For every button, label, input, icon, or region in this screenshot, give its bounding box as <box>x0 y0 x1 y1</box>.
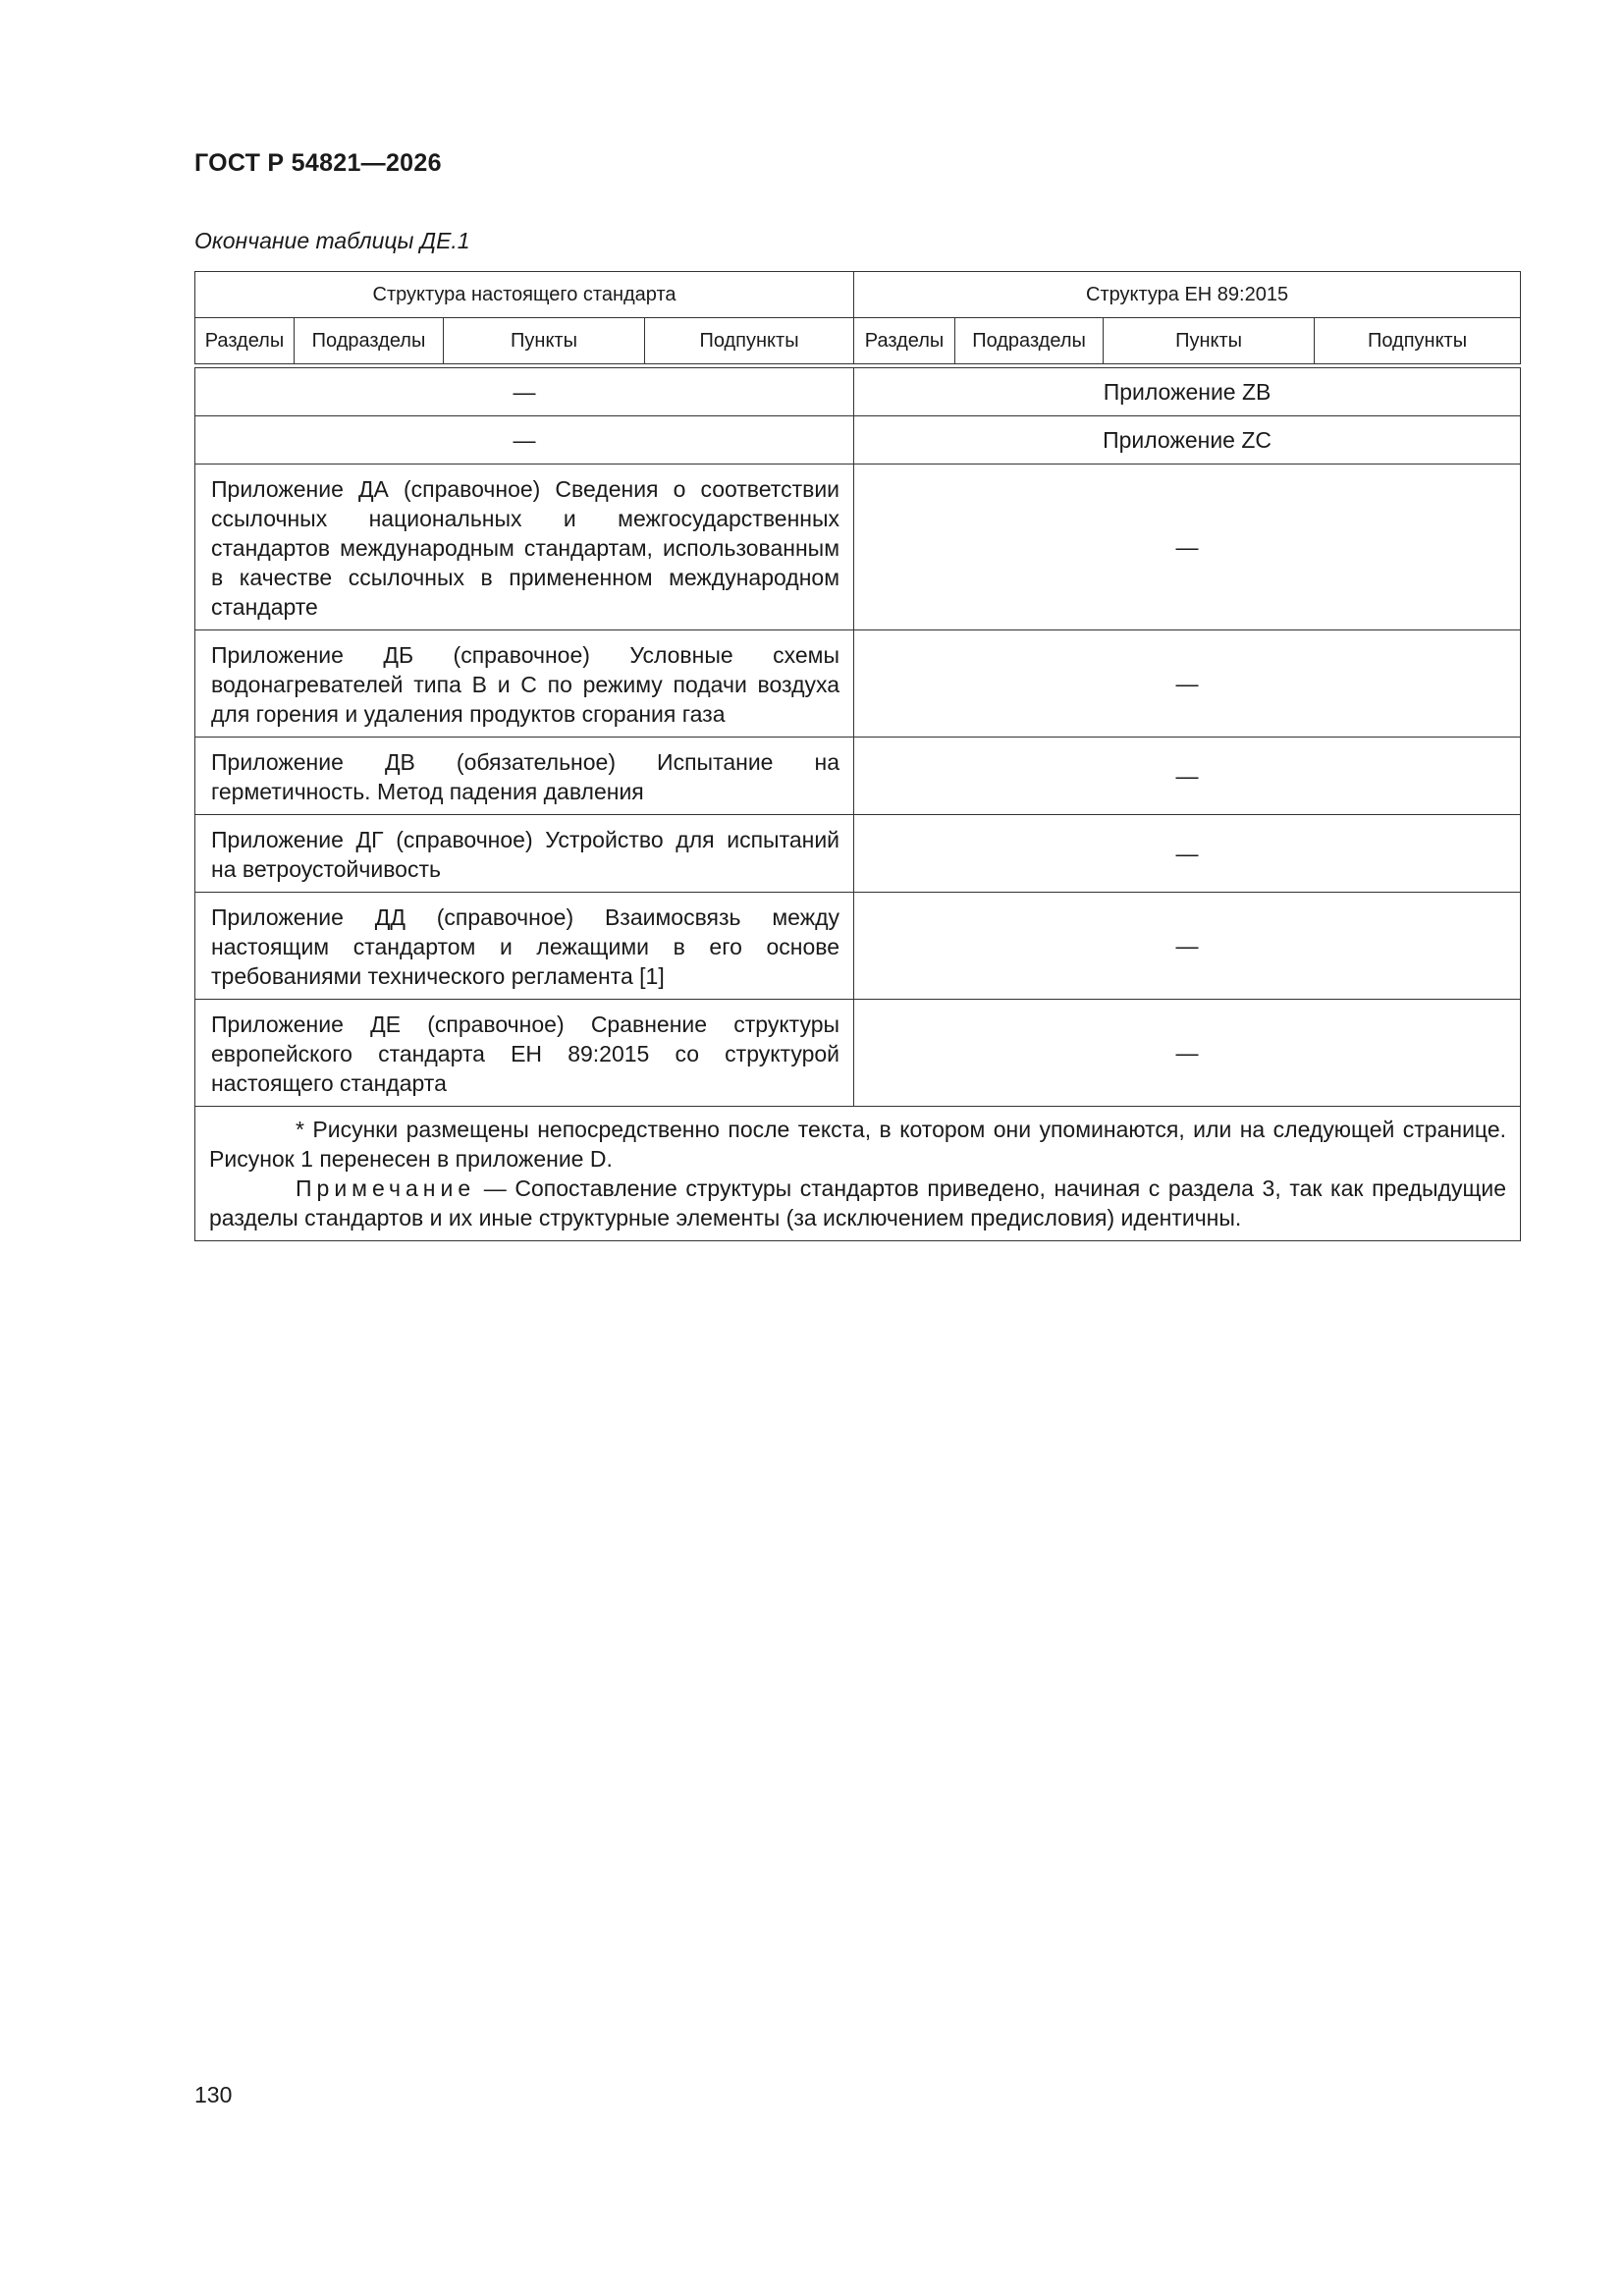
right-cell: — <box>854 893 1521 1000</box>
group-header-national: Структура настоящего стандарта <box>195 272 854 318</box>
sub-header-sections: Разделы <box>195 318 295 364</box>
left-cell: Приложение ДЕ (справочное) Сравнение структуры европейского стандарта ЕН 89:2015 со структурой настоящего стандарта <box>195 1000 854 1107</box>
table-row <box>195 893 1521 1000</box>
sub-header-subsections: Подразделы <box>295 318 444 364</box>
sub-header-subsections-en: Подразделы <box>955 318 1104 364</box>
comparison-table <box>194 271 1521 1241</box>
document-code: ГОСТ Р 54821—2026 <box>194 149 442 177</box>
left-cell: — <box>195 368 854 416</box>
right-cell: — <box>854 815 1521 893</box>
right-cell: — <box>854 630 1521 738</box>
table-note-cell <box>195 1107 1521 1241</box>
left-cell: Приложение ДГ (справочное) Устройство для испытаний на ветроустойчивость <box>195 815 854 893</box>
table-note-row <box>195 1107 1521 1241</box>
table-row <box>195 416 1521 465</box>
right-cell: — <box>854 465 1521 630</box>
sub-header-clauses: Пункты <box>444 318 645 364</box>
sub-header-sections-en: Разделы <box>854 318 955 364</box>
note-label: Примечание <box>296 1175 476 1201</box>
table-row <box>195 630 1521 738</box>
right-cell: — <box>854 738 1521 815</box>
sub-header-row <box>195 318 1521 364</box>
left-cell: Приложение ДА (справочное) Сведения о соответствии ссылочных национальных и межгосударственных стандартов международным стандартам, использованным в качестве ссылочных в примененном международном стандарте <box>195 465 854 630</box>
sub-header-subclauses-en: Подпункты <box>1315 318 1521 364</box>
group-header-en: Структура ЕН 89:2015 <box>854 272 1521 318</box>
group-header-row <box>195 272 1521 318</box>
sub-header-clauses-en: Пункты <box>1104 318 1315 364</box>
left-cell: Приложение ДВ (обязательное) Испытание на герметичность. Метод падения давления <box>195 738 854 815</box>
sub-header-subclauses: Подпункты <box>645 318 854 364</box>
table-row <box>195 465 1521 630</box>
footnote: * Рисунки размещены непосредственно после текста, в котором они упоминаются, или на следующей странице. Рисунок 1 перенесен в приложение D. <box>209 1117 1507 1172</box>
right-cell: — <box>854 1000 1521 1107</box>
table-caption: Окончание таблицы ДЕ.1 <box>194 228 470 253</box>
note <box>209 1174 1506 1232</box>
left-cell: Приложение ДБ (справочное) Условные схемы водонагревателей типа В и С по режиму подачи воздуха для горения и удаления продуктов сгорания газа <box>195 630 854 738</box>
left-cell: Приложение ДД (справочное) Взаимосвязь между настоящим стандартом и лежащими в его основе требованиями технического регламента [1] <box>195 893 854 1000</box>
table-row <box>195 815 1521 893</box>
note-text: — Сопоставление структуры стандартов приведено, начиная с раздела 3, так как предыдущие разделы стандартов и их иные структурные элементы (за исключением предисловия) идентичны. <box>209 1175 1507 1230</box>
page-number: 130 <box>194 2082 233 2107</box>
table-row <box>195 738 1521 815</box>
right-cell: Приложение ZB <box>854 368 1521 416</box>
right-cell: Приложение ZC <box>854 416 1521 465</box>
table-row <box>195 368 1521 416</box>
left-cell: — <box>195 416 854 465</box>
table-row <box>195 1000 1521 1107</box>
